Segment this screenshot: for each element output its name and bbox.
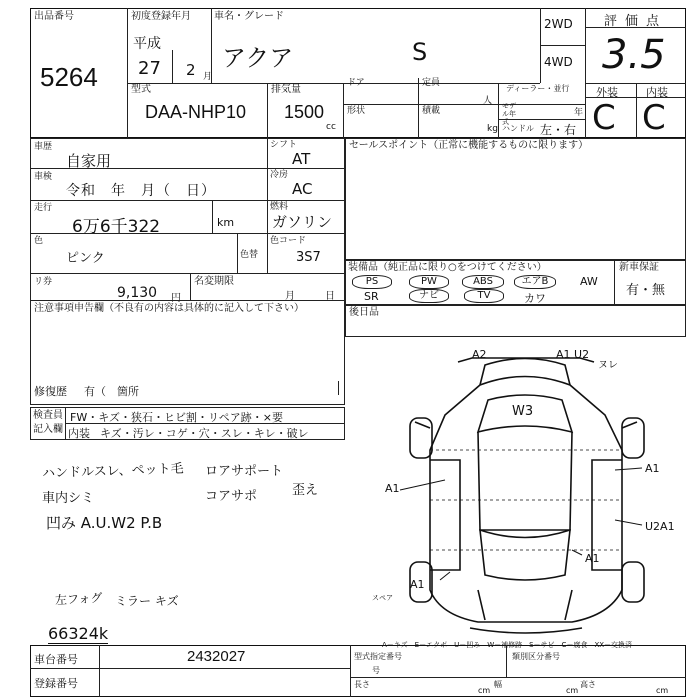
equip-tv: TV <box>464 289 504 303</box>
recycle-value: 9,130 <box>117 285 158 301</box>
equip-airbag: エアB <box>514 275 556 289</box>
equipment-label: 装備品（純正品に限り○をつけてください） <box>348 262 547 273</box>
chassis-label: 車台番号 <box>34 653 78 666</box>
ac-value: AC <box>292 180 313 198</box>
inspection-value: 令和 年 月（ 日） <box>66 183 216 199</box>
history-section <box>30 138 345 405</box>
color-value: ピンク <box>66 251 105 266</box>
rear-items-label: 後日品 <box>349 307 379 318</box>
hand-note-1b: ロアサポート <box>205 464 284 479</box>
reg-year: 27 <box>138 58 161 79</box>
mark-w3: W3 <box>512 404 534 419</box>
repair-value: 有（ 箇所 <box>84 385 139 398</box>
notes-label: 注意事項申告欄（不良有の内容は具体的に記入して下さい） <box>34 303 304 314</box>
recycle-unit: 円 <box>171 293 181 304</box>
mark-a1-right: A1 <box>645 462 660 475</box>
type-number-unit: 号 <box>372 666 380 675</box>
mark-a1-rear-left: A1 <box>410 578 425 591</box>
hand-note-2: 車内シミ <box>42 491 95 506</box>
equip-abs: ABS <box>462 275 504 289</box>
inspector-row2-prefix: 内装 <box>68 427 90 440</box>
color-label: 色 <box>34 236 44 246</box>
ac-label: 冷房 <box>270 170 289 180</box>
mark-nure: ヌレ <box>598 360 618 371</box>
car-name: アクア <box>222 44 294 72</box>
registration-month: 月 <box>285 291 295 302</box>
shift-value: AT <box>292 150 311 168</box>
model-label: 型式 <box>131 84 151 95</box>
equip-ps: PS <box>352 275 392 289</box>
recycle-label: リ券 <box>34 277 53 287</box>
rear-items-box <box>345 305 686 337</box>
equip-leather: カワ <box>524 292 546 305</box>
exterior-grade: C <box>592 98 616 138</box>
hand-note-4: ミラー キズ <box>115 594 179 608</box>
fuel-value: ガソリン <box>272 213 333 231</box>
displacement-unit: cc <box>326 122 336 132</box>
equip-navi: ナビ <box>409 289 449 303</box>
door-label: ドア <box>347 78 365 88</box>
repair-label: 修復歴 <box>34 385 67 398</box>
equip-aw: AW <box>580 275 598 288</box>
mark-a1-rear-right: A1 <box>585 552 600 565</box>
exterior-label: 外装 <box>596 86 618 99</box>
capacity-label: 定員 <box>422 78 441 88</box>
name-grade-label: 車名・グレード <box>214 11 284 22</box>
category-label: 類別区分番号 <box>512 652 560 661</box>
load-label: 積載 <box>422 106 441 116</box>
equip-pw: PW <box>409 275 449 289</box>
registration-no-label: 登録番号 <box>34 677 78 690</box>
interior-grade: C <box>642 98 666 138</box>
mileage-label: 走行 <box>34 203 53 213</box>
displacement: 1500 <box>284 102 325 122</box>
type-number-label: 型式指定番号 <box>354 652 402 661</box>
dealer-label: ディーラー・並行 <box>506 84 570 93</box>
first-reg-label: 初度登録年月 <box>131 11 191 22</box>
height-unit: cm <box>656 686 669 695</box>
shift-label: シフト <box>270 140 298 150</box>
shape-label: 形状 <box>347 106 366 116</box>
warranty-value: 有・無 <box>626 283 666 298</box>
mark-a1u2: A1 U2 <box>556 348 590 361</box>
lot-number-label: 出品番号 <box>34 11 74 22</box>
drive-2wd: 2WD <box>544 17 573 31</box>
inspector-row2: キズ・汚レ・コゲ・穴・スレ・キレ・破レ <box>100 427 309 440</box>
inspector-row1: FW・キズ・狭石・ヒビ割・リペア跡・×要 <box>70 411 283 424</box>
grade: S <box>412 38 428 66</box>
inspector-label-1: 検査員 <box>33 410 63 421</box>
interior-label: 内装 <box>646 86 668 99</box>
sales-point-box <box>345 138 686 260</box>
car-diagram <box>360 340 686 640</box>
drive-4wd: 4WD <box>544 55 573 69</box>
handle-label: ハンドル <box>502 124 534 133</box>
model-code: DAA-NHP10 <box>145 102 247 122</box>
mark-a1-left: A1 <box>385 482 400 495</box>
model-year-label: モデル年式 <box>502 102 516 126</box>
hand-note-1c: コアサポ <box>205 489 258 504</box>
length-unit: cm <box>478 686 491 695</box>
lot-number: 5264 <box>40 62 98 92</box>
usage-value: 自家用 <box>66 152 112 170</box>
hand-note-5: 66324k <box>48 624 109 643</box>
mark-u2a1: U2A1 <box>645 520 675 533</box>
handle-value: 左・右 <box>540 123 577 137</box>
hand-note-3: 凹み A.U.W2 P.B <box>46 514 163 532</box>
era: 平成 <box>133 36 161 52</box>
reg-month-unit: 月 <box>203 72 213 82</box>
color-change-label: 色替 <box>240 250 259 260</box>
reg-month: 2 <box>186 61 196 79</box>
spare-label: スペア <box>372 594 393 602</box>
damage-legend: A－キズ E－エクボ U－凹み W－補修跡 S－サビ C－腐食 XX－交換済 <box>382 641 633 649</box>
capacity-unit: 人 <box>483 96 493 106</box>
sales-point-label: セールスポイント（正常に機能するものに限ります） <box>349 140 589 151</box>
height-label: 高さ <box>580 680 596 689</box>
registration-day: 日 <box>325 291 335 302</box>
width-label: 幅 <box>494 680 502 689</box>
load-unit: kg <box>487 124 498 134</box>
hand-note-1: ハンドルスレ、ペット毛 <box>41 461 184 482</box>
displacement-label: 排気量 <box>271 84 301 95</box>
chassis-value: 2432027 <box>187 648 246 665</box>
warranty-label: 新車保証 <box>619 262 659 273</box>
equip-sr: SR <box>364 290 379 303</box>
model-year-unit: 年 <box>574 108 584 118</box>
fuel-label: 燃料 <box>270 202 289 212</box>
mileage-unit: km <box>217 216 235 229</box>
hand-note-4a: 左フォグ <box>54 590 103 608</box>
mark-a2: A2 <box>472 348 487 361</box>
length-label: 長さ <box>354 680 370 689</box>
registration-label: 名変期限 <box>194 276 234 287</box>
eval-score: 3.5 <box>602 32 666 78</box>
mileage-value: 6万6千322 <box>72 217 161 237</box>
eval-label: 評価点 <box>604 14 668 29</box>
color-code-value: 3S7 <box>296 250 321 265</box>
inspector-label-2: 記入欄 <box>33 424 63 435</box>
inspection-label: 車検 <box>34 172 53 182</box>
hand-note-1d: 歪え <box>292 483 319 498</box>
usage-label: 車歴 <box>34 142 53 152</box>
width-unit: cm <box>566 686 579 695</box>
color-code-label: 色コード <box>270 236 307 246</box>
